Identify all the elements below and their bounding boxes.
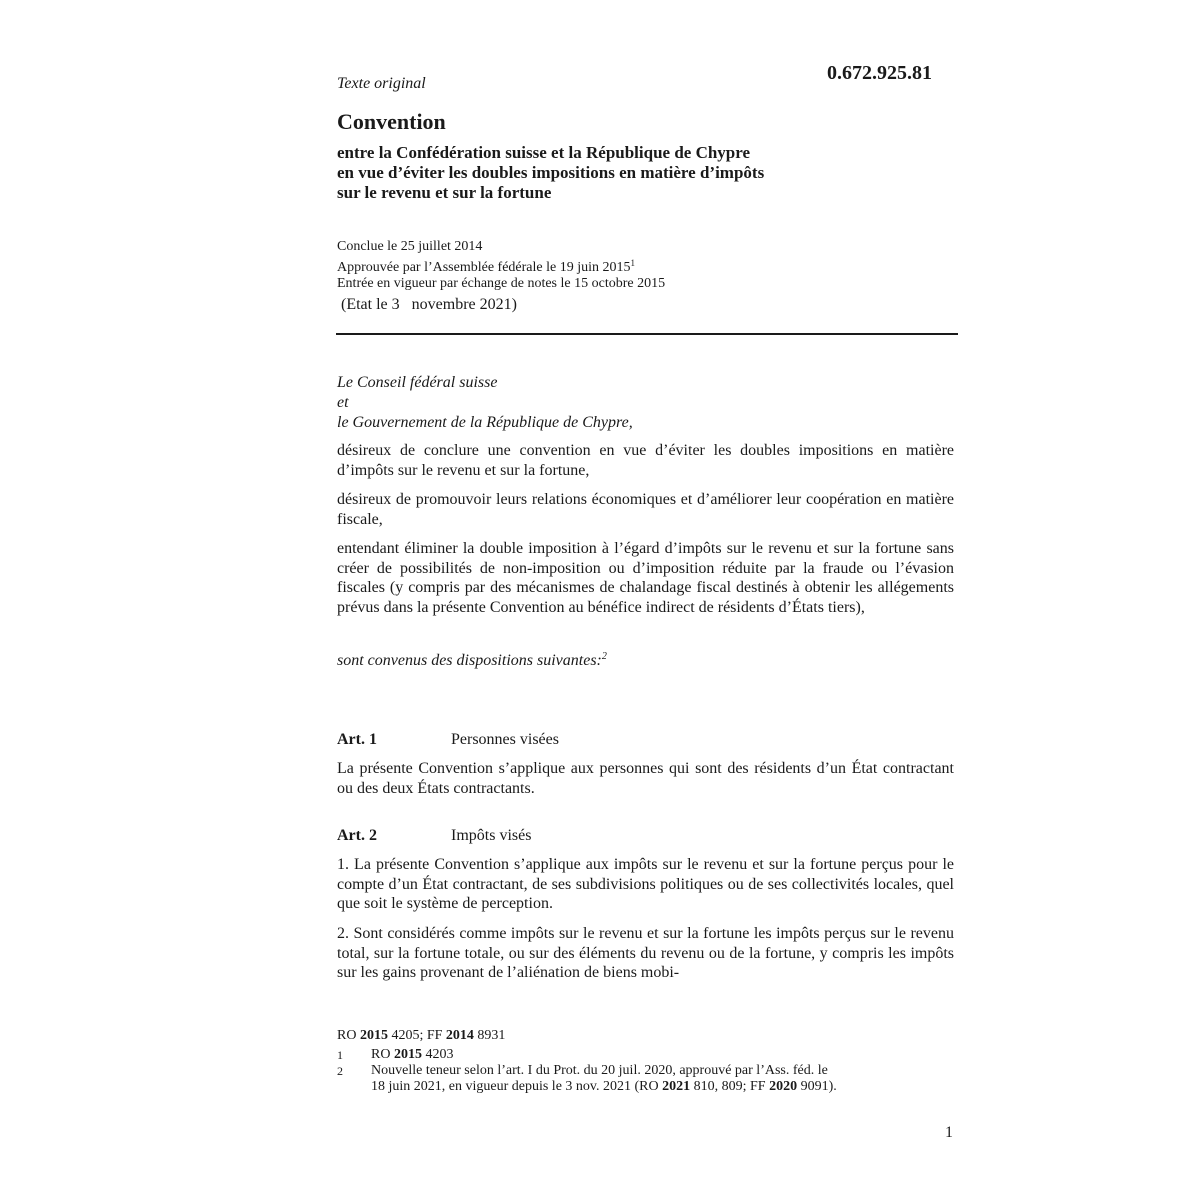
party-cyprus: le Gouvernement de la République de Chypre, xyxy=(337,414,633,431)
concluded-date: Conclue le 25 juillet 2014 xyxy=(337,239,483,254)
footnote-line xyxy=(371,1079,837,1095)
ff-year: 2014 xyxy=(445,1028,474,1043)
subtitle-line: entre la Confédération suisse et la République de Chypre xyxy=(337,143,751,162)
ro-pages: 810, 809; FF xyxy=(693,1079,766,1094)
article-1-heading xyxy=(337,731,559,749)
preamble-agreed xyxy=(337,647,954,671)
article-1-paragraph: La présente Convention s’applique aux personnes qui sont des résidents d’un État contractant ou des deux États contractants. xyxy=(337,760,954,797)
ff-page: 9091). xyxy=(800,1079,837,1094)
header-divider xyxy=(336,333,958,335)
approved-text: Approuvée par l’Assemblée fédérale le 19 juin 2015 xyxy=(337,260,631,275)
status-date: (Etat le 3 novembre 2021) xyxy=(341,296,517,313)
approved-date xyxy=(337,255,665,276)
footnote-number: 2 xyxy=(337,1064,343,1078)
subtitle-line: en vue d’éviter les doubles impositions en matière d’impôts xyxy=(337,163,765,182)
ff-page: 8931 xyxy=(477,1028,506,1043)
ro-page: 4203 xyxy=(425,1047,454,1062)
preamble-paragraph-2: désireux de promouvoir leurs relations économiques et d’améliorer leur coopération en matière fiscale, xyxy=(337,491,954,528)
ro-page: 4205; xyxy=(391,1028,424,1043)
subtitle-line: sur le revenu et sur la fortune xyxy=(337,183,552,202)
preamble-paragraph-1: désireux de conclure une convention en vue d’éviter les doubles impositions en matière d’impôts sur le revenu et sur la fortune, xyxy=(337,442,954,479)
footnote-2 xyxy=(337,1063,837,1095)
original-text-label: Texte original xyxy=(337,75,426,92)
ro-year: 2015 xyxy=(393,1047,422,1062)
article-2-paragraph-2: 2. Sont considérés comme impôts sur le revenu et sur la fortune les impôts perçus sur le revenu total, sur la fortune totale, ou sur des éléments du revenu ou de la fortune, y compris les impôts sur les gains provenant de l’aliénation de biens mobi- xyxy=(337,925,954,981)
article-number: Art. 2 xyxy=(337,827,377,844)
article-title: Impôts visés xyxy=(451,827,532,844)
article-2-heading xyxy=(337,827,531,845)
ff-year: 2020 xyxy=(769,1079,798,1094)
document-title: Convention xyxy=(337,109,446,134)
document-subtitle xyxy=(337,143,897,203)
sr-number: 0.672.925.81 xyxy=(827,62,932,84)
preamble-parties xyxy=(337,373,633,433)
footnote-1 xyxy=(337,1047,453,1063)
agreed-text: sont convenus des dispositions suivantes: xyxy=(337,652,602,669)
footnote-text xyxy=(371,1047,453,1063)
party-conjunction: et xyxy=(337,394,349,411)
ro-label: RO xyxy=(371,1047,391,1062)
preamble-paragraph-3: entendant éliminer la double imposition à l’égard d’impôts sur le revenu et sur la fortune sans créer de possibilités de non-imposition ou d’imposition réduite par la fraude ou l’évasion fiscales (y compris par des mécanismes de chalandage fiscal destinés à obtenir les allégements prévus dans la présente Convention au bénéfice indirect de résidents d’États tiers), xyxy=(337,540,954,616)
article-2-paragraph-1: 1. La présente Convention s’applique aux impôts sur le revenu et sur la fortune perçus pour le compte d’un État contractant, de ses subdivisions politiques ou de ses collectivités locales, quel que soit le système de perception. xyxy=(337,856,954,912)
footnote-line-text: 18 juin 2021, en vigueur depuis le 3 nov. 2021 (RO xyxy=(371,1079,659,1094)
in-force-date: Entrée en vigueur par échange de notes le 15 octobre 2015 xyxy=(337,276,666,291)
footnote-text xyxy=(371,1063,837,1095)
footnote-ref-1[interactable]: 1 xyxy=(630,258,636,268)
page-number: 1 xyxy=(945,1124,953,1141)
ro-year: 2015 xyxy=(359,1028,388,1043)
footnote-number: 1 xyxy=(337,1048,343,1062)
footnote-ref-2[interactable]: 2 xyxy=(601,651,607,662)
ff-label: FF xyxy=(426,1028,443,1043)
source-reference xyxy=(337,1028,505,1044)
document-meta xyxy=(337,239,665,292)
ro-year: 2021 xyxy=(662,1079,691,1094)
article-title: Personnes visées xyxy=(451,731,559,748)
footnote-line: Nouvelle teneur selon l’art. I du Prot. du 20 juil. 2020, approuvé par l’Ass. féd. le xyxy=(371,1063,828,1078)
ro-label: RO xyxy=(337,1028,357,1043)
article-number: Art. 1 xyxy=(337,731,377,748)
party-switzerland: Le Conseil fédéral suisse xyxy=(337,374,498,391)
